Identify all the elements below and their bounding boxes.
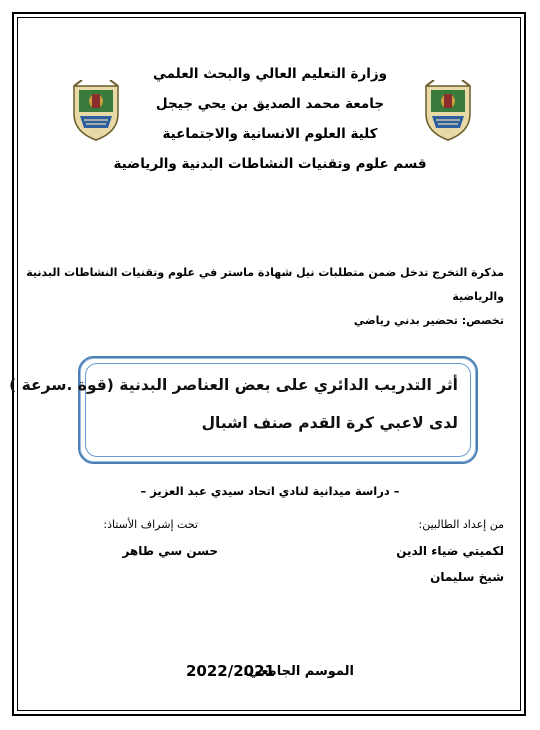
ministry-name: وزارة التعليم العالي والبحث العلمي [152, 66, 388, 82]
department-name: قسم علوم وتقنيات النشاطات البدنية والرياضية [113, 156, 427, 172]
university-name: جامعة محمد الصديق بن يحي جيجل [155, 96, 385, 112]
specialty-label: تخصص: تحضير بدني رياضي [353, 314, 504, 327]
student-name-2: شيخ سليمان [430, 570, 504, 584]
supervisor-label: تحت إشراف الأستاذ: [103, 518, 198, 531]
student-name-1: لكميتي ضياء الدين [396, 544, 504, 558]
academic-year-value: 2022/2021 [186, 662, 275, 680]
thesis-title-line1: أثر التدريب الدائري على بعض العناصر البدنية (قوة .سرعة ) [9, 376, 458, 394]
thesis-title-box [9, 356, 478, 464]
thesis-title-line2: لدى لاعبي كرة القدم صنف اشبال [201, 414, 458, 432]
supervisor-name: حسن سي طاهر [122, 544, 218, 558]
memo-statement-line1: مذكرة التخرج تدخل ضمن متطلبات نيل شهادة ماستر في علوم وتقنيات النشاطات البدنية [26, 266, 504, 279]
students-label: من إعداد الطالبين: [418, 518, 504, 531]
study-subtitle: – دراسة ميدانية لنادي اتحاد سيدي عبد العزيز – [140, 484, 400, 498]
academic-year-label: الموسم الجامعي: [242, 664, 354, 679]
faculty-name: كلية العلوم الانسانية والاجتماعية [162, 126, 378, 142]
memo-statement-line2: والرياضية [452, 290, 504, 303]
